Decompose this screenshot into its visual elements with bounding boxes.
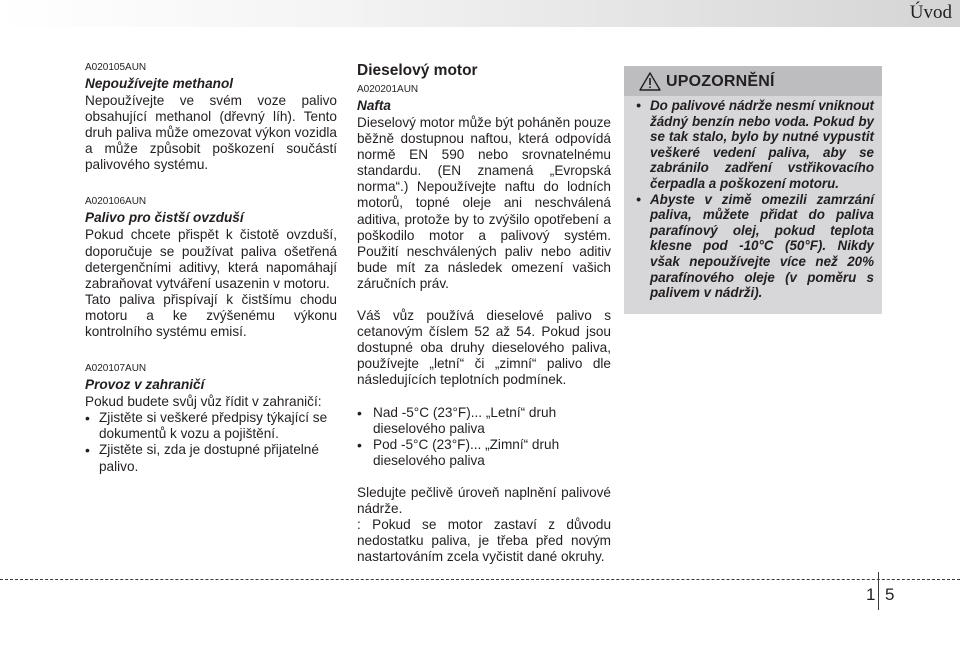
- warning-triangle-icon: [639, 72, 661, 91]
- warning-title: UPOZORNĚNÍ: [666, 73, 775, 90]
- header-band: [0, 0, 960, 27]
- list-item: • Zjistěte si veškeré předpisy týkající se dokumentů k vozu a pojištění.: [85, 410, 337, 442]
- section-title: Palivo pro čistší ovzduší: [85, 210, 244, 226]
- warning-body: [624, 96, 882, 301]
- section-title: Nepoužívejte methanol: [85, 76, 234, 91]
- section-text: Nepoužívejte ve svém voze palivo obsahující methanol (dřevný líh). Tento druh paliva může omezovat výkon vozidla a může způsobit poškození součástí palivového systému.: [85, 93, 337, 173]
- column-left: [85, 62, 337, 475]
- section-text: Pokud chcete přispět k čistotě ovzduší, doporučuje se používat paliva ošetřená detergenčními aditivy, která napomáhají zabraňovat vytváření usazenin v motoru.: [85, 227, 337, 291]
- list-item: • Do palivové nádrže nesmí vniknout žádný benzín nebo voda. Pokud by se tak stalo, bylo by nutné vypustit veškeré vedení paliva, aby se zabránilo zadření vstřikovacího čerpadla a poškození motoru.: [636, 98, 874, 192]
- paragraph: Sledujte pečlivě úroveň naplnění palivové nádrže.: [357, 484, 611, 516]
- warning-header: [624, 66, 882, 96]
- footer-tick: [878, 572, 879, 610]
- section-code: A020106AUN: [85, 196, 147, 208]
- bullet-list: [357, 405, 611, 469]
- paragraph: : Pokud se motor zastaví z důvodu nedostatku paliva, je třeba před novým nastartováním zcela vyčistit dané okruhy.: [357, 517, 611, 565]
- section-code: A020107AUN: [85, 363, 147, 375]
- list-item: • Zjistěte si, zda je dostupné přijatelné palivo.: [85, 442, 337, 474]
- section-text: Tato paliva přispívají k čistšímu chodu motoru a ke zvýšenému výkonu kontrolního systému emisí.: [85, 291, 337, 340]
- list-item: • Pod -5°C (23°F)... „Zimní“ druh dieselového paliva: [357, 437, 611, 469]
- section-abroad: [85, 363, 337, 474]
- section-title: Provoz v zahraničí: [85, 377, 205, 393]
- section-text: Pokud budete svůj vůz řídit v zahraničí:: [85, 394, 322, 410]
- section-methanol: [85, 62, 337, 173]
- column-middle: [357, 62, 611, 565]
- page-number: 5: [885, 585, 895, 604]
- section-title: Nafta: [357, 98, 391, 113]
- section-clean-fuel: [85, 196, 337, 340]
- section-code: A020201AUN: [357, 84, 419, 95]
- bullet-list: [636, 98, 874, 301]
- footer-divider: [0, 579, 960, 580]
- chapter-title: Úvod: [909, 2, 952, 23]
- section-heading: Dieselový motor: [357, 62, 478, 79]
- warning-box: [624, 66, 882, 314]
- list-item: • Abyste v zimě omezili zamrzání paliva, můžete přidat do paliva parafínový olej, pokud teplota klesne pod -10°C (50°F). Nikdy však nepoužívejte více než 20% parafínového oleje (v poměru s palivem v nádrži).: [636, 192, 874, 301]
- bullet-list: [85, 410, 337, 474]
- list-item: • Nad -5°C (23°F)... „Letní“ druh dieselového paliva: [357, 405, 611, 437]
- paragraph: Váš vůz používá dieselové palivo s cetanovým číslem 52 až 54. Pokud jsou dostupné oba druhy dieselového paliva, používejte „letní“ či „zimní“ palivo dle následujících teplotních podmínek.: [357, 308, 611, 388]
- section-code: A020105AUN: [85, 62, 147, 73]
- paragraph: Dieselový motor může být poháněn pouze běžně dostupnou naftou, která odpovídá normě EN 590 nebo srovnatelnému standardu. (EN znamená „Evropská norma“.) Nepoužívejte naftu do lodních motorů, topné oleje ani neschválená aditiva, protože by to zvýšilo opotřebení a poškodilo motor a palivový systém. Použití neschválených paliv nebo aditiv bude mít za následek omezení vašich záručních práv.: [357, 115, 611, 291]
- page-chapter-number: 1: [866, 585, 876, 604]
